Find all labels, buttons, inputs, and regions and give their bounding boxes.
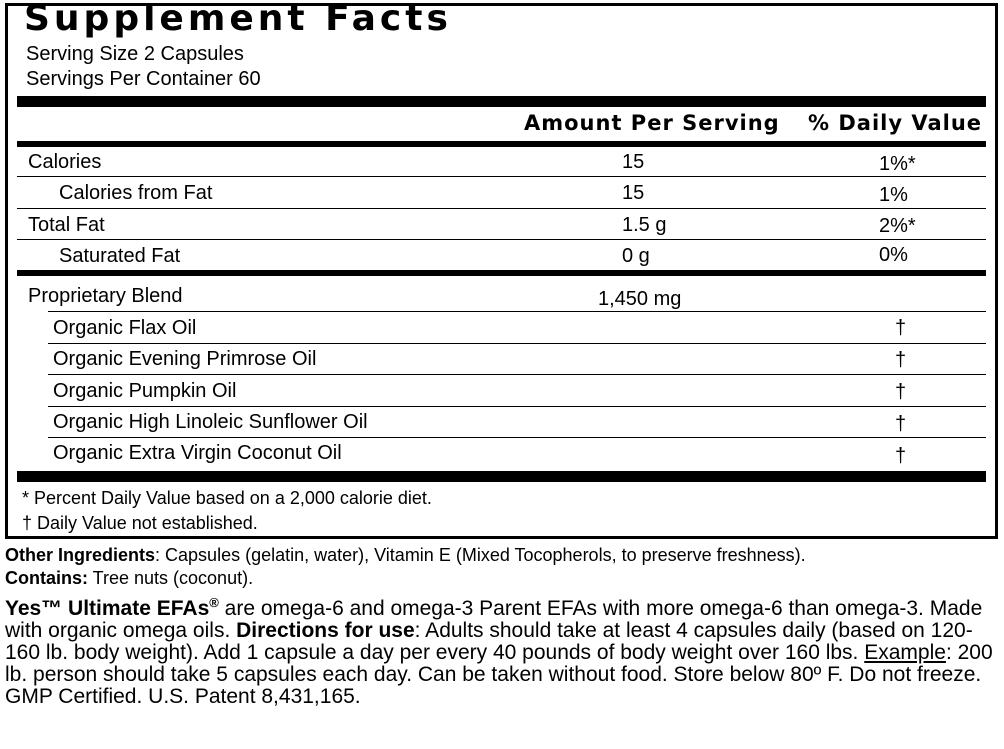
row-divider xyxy=(17,176,986,177)
blend-item-dv: † xyxy=(895,413,907,435)
other-ingredients xyxy=(5,544,1000,590)
contains-label: Contains: xyxy=(5,568,88,588)
description-text: are omega-6 and omega-3 Parent EFAs with more omega-6 than omega-3. Made with organic omega oils. xyxy=(5,597,983,642)
row-divider xyxy=(48,311,986,312)
blend-item-label: Organic Pumpkin Oil xyxy=(53,380,237,402)
row-amount: 0 g xyxy=(622,245,650,267)
row-label: Calories from Fat xyxy=(59,182,213,204)
footnote-percent: * Percent Daily Value based on a 2,000 calorie diet. xyxy=(22,488,432,508)
row-dv: 1%* xyxy=(879,153,916,175)
row-divider xyxy=(17,208,986,209)
thick-divider xyxy=(17,96,986,107)
product-description xyxy=(5,592,1000,708)
blend-item-dv: † xyxy=(895,445,907,467)
directions-label: Directions for use xyxy=(236,619,415,642)
row-divider xyxy=(48,343,986,344)
other-ingredients-line xyxy=(5,544,1000,567)
row-amount: 1.5 g xyxy=(622,214,667,236)
row-amount: 15 xyxy=(622,182,645,204)
thick-divider xyxy=(17,471,986,482)
row-divider xyxy=(48,374,986,375)
panel-title: Supplement Facts xyxy=(24,0,452,39)
row-label: Saturated Fat xyxy=(59,245,181,267)
blend-item-label: Organic Flax Oil xyxy=(53,317,197,339)
example-text: : 200 lb. person should take 5 capsules each day. Can be taken without food. Store below 80º F. Do not freeze. GMP Certified. U.S. Patent 8,431,165. xyxy=(5,641,993,708)
blend-item-label: Organic High Linoleic Sunflower Oil xyxy=(53,411,368,433)
blend-item-dv: † xyxy=(895,317,907,339)
footnote-dagger: † Daily Value not established. xyxy=(22,513,258,533)
contains-text: Tree nuts (coconut). xyxy=(88,568,254,588)
blend-item-label: Organic Extra Virgin Coconut Oil xyxy=(53,442,342,464)
row-divider xyxy=(17,239,986,240)
row-label: Calories xyxy=(28,151,102,173)
row-label: Total Fat xyxy=(28,214,105,236)
product-name: Yes™ Ultimate EFAs xyxy=(5,597,210,620)
row-dv: 2%* xyxy=(879,215,916,237)
other-ingredients-text: : Capsules (gelatin, water), Vitamin E (Mixed Tocopherols, to preserve freshness). xyxy=(155,545,806,565)
directions-text: : Adults should take at least 4 capsules daily (based on 120-160 lb. body weight). Add 1 capsule a day per every 40 pounds of body weight over 160 lbs. xyxy=(5,619,973,664)
blend-amount: 1,450 mg xyxy=(598,288,682,310)
medium-divider xyxy=(17,141,986,147)
label-details xyxy=(5,544,1000,708)
header-amount: Amount Per Serving xyxy=(524,111,780,135)
serving-size: Serving Size 2 Capsules xyxy=(26,43,244,65)
other-ingredients-label: Other Ingredients xyxy=(5,545,156,565)
blend-item-dv: † xyxy=(895,381,907,403)
servings-per-container: Servings Per Container 60 xyxy=(26,68,261,90)
row-divider xyxy=(48,437,986,438)
contains-line xyxy=(5,567,1000,590)
row-dv: 1% xyxy=(879,184,908,206)
blend-label: Proprietary Blend xyxy=(28,285,183,307)
row-divider xyxy=(48,406,986,407)
blend-item-label: Organic Evening Primrose Oil xyxy=(53,348,317,370)
blend-item-dv: † xyxy=(895,349,907,371)
supplement-facts-panel xyxy=(5,0,998,539)
registered-mark: ® xyxy=(209,595,219,610)
row-dv: 0% xyxy=(879,244,908,266)
example-label: Example xyxy=(864,641,946,664)
row-amount: 15 xyxy=(622,151,645,173)
medium-divider xyxy=(17,270,986,276)
header-daily-value: % Daily Value xyxy=(808,111,983,135)
